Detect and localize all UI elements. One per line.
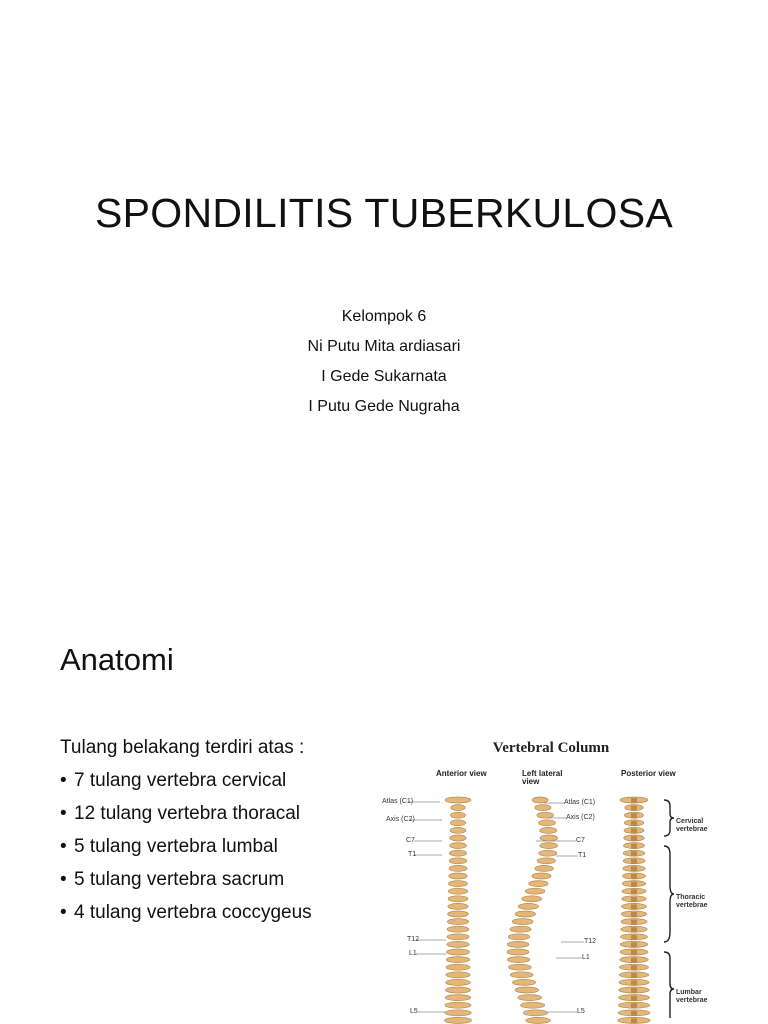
vertebra: [522, 896, 542, 902]
bullet-item: [60, 896, 360, 929]
vertebra: [448, 903, 468, 909]
vertebra: [518, 903, 538, 909]
vertebra-label: L1: [409, 950, 417, 957]
spinous-process: [631, 821, 637, 826]
vertebra-label: C7: [576, 837, 585, 844]
vertebra: [523, 1010, 547, 1016]
spinous-process: [631, 889, 637, 894]
vertebra: [450, 820, 465, 826]
spinous-process: [631, 859, 637, 864]
vertebra: [532, 873, 551, 879]
spinous-process: [631, 828, 637, 833]
leader-lines-left: [408, 802, 446, 1012]
bullet-text: 5 tulang vertebra lumbal: [74, 836, 278, 857]
region-label-cervical: Cervical vertebrae: [676, 818, 708, 833]
vertebra: [510, 972, 533, 978]
view-label-posterior: Posterior view: [621, 769, 676, 778]
vertebra: [445, 1002, 471, 1008]
vertebra: [446, 964, 470, 970]
spinous-process: [631, 866, 637, 871]
region-label-thoracic: Thoracic vertebrae: [676, 894, 708, 909]
spinous-process: [631, 1011, 637, 1016]
vertebra: [450, 835, 466, 841]
vertebra-label: Axis (C2): [386, 816, 415, 823]
spinous-process: [631, 942, 637, 947]
vertebra: [537, 858, 555, 864]
vertebra-label: L1: [582, 954, 590, 961]
spinous-process: [631, 973, 637, 978]
spinous-process: [631, 912, 637, 917]
bullet-icon: •: [60, 770, 67, 791]
spinous-process: [631, 927, 637, 932]
vertebra: [447, 926, 469, 932]
view-label-anterior: Anterior view: [436, 769, 487, 778]
bullet-icon: •: [60, 803, 67, 824]
vertebra: [529, 881, 548, 887]
spinous-process: [631, 874, 637, 879]
spinous-process: [631, 798, 637, 803]
author-line: Ni Putu Mita ardiasari: [307, 338, 461, 355]
bullet-icon: •: [60, 902, 67, 923]
vertebra-label: Atlas (C1): [564, 799, 596, 806]
spinous-process: [631, 897, 637, 902]
author-line: I Gede Sukarnata: [321, 368, 447, 385]
vertebra: [540, 835, 558, 841]
spinous-process: [631, 1018, 637, 1023]
bullet-text: 4 tulang vertebra coccygeus: [74, 902, 312, 923]
bullet-icon: •: [60, 836, 67, 857]
figure-title: Vertebral Column: [492, 740, 610, 756]
vertebra: [448, 888, 467, 894]
vertebra: [526, 1017, 551, 1023]
vertebra-label: Atlas (C1): [382, 798, 414, 805]
vertebra: [512, 979, 535, 985]
posterior-spine: [618, 797, 651, 1023]
vertebra: [507, 941, 529, 947]
vertebra: [449, 881, 468, 887]
spinous-process: [631, 904, 637, 909]
intro-text: Tulang belakang terdiri atas :: [60, 737, 305, 758]
vertebral-column-figure: [376, 736, 726, 1024]
vertebra: [446, 972, 470, 978]
vertebra: [446, 957, 469, 963]
section-title: Anatomi: [60, 642, 174, 677]
spinous-process: [631, 851, 637, 856]
slide-title: SPONDILITIS TUBERKULOSA: [94, 190, 674, 236]
spinous-process: [631, 988, 637, 993]
spinous-process: [631, 980, 637, 985]
spinous-process: [631, 950, 637, 955]
vertebra: [447, 949, 470, 955]
spinous-process: [631, 806, 637, 811]
vertebra: [532, 797, 548, 803]
vertebra: [537, 812, 554, 818]
author-list: [0, 302, 768, 422]
bullet-text: 5 tulang vertebra sacrum: [74, 869, 285, 890]
vertebra: [451, 812, 466, 818]
vertebra: [449, 850, 466, 856]
spine-illustration: [376, 736, 726, 1024]
vertebra: [445, 995, 471, 1001]
spinous-process: [631, 935, 637, 940]
vertebra-label: Axis (C2): [566, 814, 595, 821]
bullet-item: [60, 863, 360, 896]
anterior-spine: [444, 797, 471, 1023]
vertebra: [540, 827, 557, 833]
spinous-process: [631, 813, 637, 818]
spinous-process: [631, 965, 637, 970]
vertebra-label: L5: [577, 1008, 585, 1015]
vertebra: [446, 979, 471, 985]
vertebra: [445, 1010, 472, 1016]
vertebra: [451, 805, 465, 811]
bullet-text: 12 tulang vertebra thoracal: [74, 803, 301, 824]
vertebra: [447, 941, 470, 947]
vertebra: [539, 850, 557, 856]
vertebra: [450, 827, 466, 833]
bullet-item: [60, 797, 360, 830]
spinous-process: [631, 1003, 637, 1008]
vertebra-label: C7: [406, 837, 415, 844]
vertebra: [535, 865, 554, 871]
vertebra: [448, 911, 469, 917]
spinous-process: [631, 996, 637, 1001]
vertebra: [445, 987, 470, 993]
spinous-process: [631, 836, 637, 841]
vertebra: [521, 1002, 545, 1008]
lateral-spine: [507, 797, 558, 1023]
spinous-process: [631, 844, 637, 849]
bullet-item: [60, 764, 360, 797]
bullet-text: 7 tulang vertebra cervical: [74, 770, 287, 791]
vertebra: [508, 934, 529, 940]
vertebra-label: T12: [584, 938, 597, 945]
vertebra: [444, 1017, 471, 1023]
author-line: Kelompok 6: [341, 308, 427, 325]
vertebra: [518, 995, 542, 1001]
vertebra: [449, 865, 467, 871]
vertebra: [515, 987, 539, 993]
vertebra: [449, 858, 467, 864]
vertebra: [449, 873, 468, 879]
vertebra: [445, 797, 471, 803]
vertebra: [509, 964, 532, 970]
anatomy-slide: [0, 576, 768, 1024]
spinous-process: [631, 882, 637, 887]
vertebra: [507, 957, 529, 963]
vertebra: [448, 896, 468, 902]
vertebra: [512, 919, 533, 925]
author-line: I Putu Gede Nugraha: [308, 398, 460, 415]
region-brackets: [664, 800, 674, 1018]
vertebra: [510, 926, 531, 932]
spinous-process: [631, 958, 637, 963]
spinous-process: [631, 920, 637, 925]
bullet-item: [60, 830, 360, 863]
vertebra-label: T12: [407, 936, 420, 943]
vertebra-label: T1: [408, 851, 417, 858]
bullet-icon: •: [60, 869, 67, 890]
vertebra-label: T1: [578, 852, 587, 859]
vertebra: [450, 843, 467, 849]
vertebra: [515, 911, 536, 917]
vertebra-label: L5: [410, 1008, 418, 1015]
region-label-lumbar: Lumbar vertebrae: [676, 989, 708, 1004]
vertebra: [447, 934, 469, 940]
vertebra: [535, 805, 551, 811]
body-text: [60, 731, 360, 929]
view-label-lateral: Left lateral view: [522, 769, 563, 786]
vertebra: [525, 888, 545, 894]
vertebra: [539, 820, 556, 826]
vertebra: [447, 919, 468, 925]
vertebra: [507, 949, 529, 955]
vertebra: [540, 843, 558, 849]
